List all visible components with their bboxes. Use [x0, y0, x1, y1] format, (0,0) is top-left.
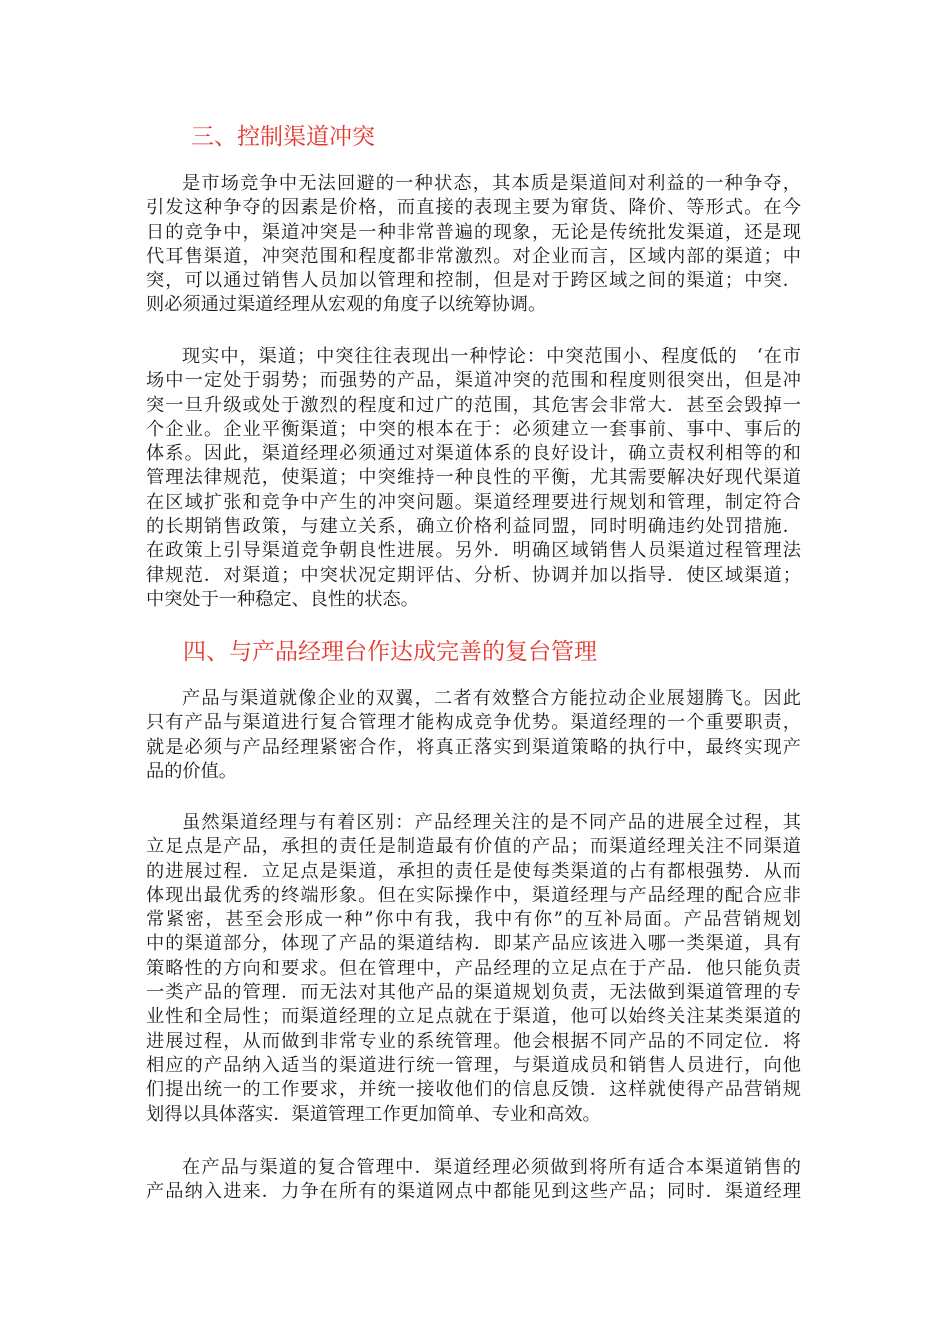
text-line: 中突处于一种稳定、良性的状态。 [146, 588, 419, 610]
text-line: 体现出最优秀的终端形象。但在实际操作中，渠道经理与产品经理的配合应非 [146, 884, 801, 906]
text-line: 在产品与渠道的复合管理中．渠道经理必须做到将所有适合本渠道销售的 [182, 1157, 801, 1178]
text-line: 一类产品的管理．而无法对其他产品的渠道规划负责，无法做到渠道管理的专 [146, 982, 801, 1004]
text-line: 律规范．对渠道；中突状况定期评估、分析、协调并加以指导．使区域渠道； [146, 564, 801, 586]
text-line: 划得以具体落实．渠道管理工作更加简单、专业和高效。 [146, 1103, 601, 1125]
paragraph [146, 1156, 801, 1205]
text-line: 是市场竞争中无法回避的一种状态，其本质是渠道间对利益的一种争夺， [182, 173, 801, 194]
text-line: 在区域扩张和竞争中产生的冲突问题。渠道经理要进行规划和管理，制定符合 [146, 491, 801, 513]
text-line: 策略性的方向和要求。但在管理中，产品经理的立足点在于产品．他只能负责 [146, 957, 801, 979]
paragraph [146, 687, 801, 784]
text-line: 则必须通过渠道经理从宏观的角度子以统筹协调。 [146, 294, 547, 316]
text-line: 日的竞争中，渠道冲突是一种非常普遍的现象，无论是传统批发渠道，还是现 [146, 221, 801, 243]
text-line: 进展过程，从而做到非常专业的系统管理。他会根据不同产品的不同定位．将 [146, 1030, 801, 1052]
paragraph [146, 345, 801, 612]
paragraph [146, 172, 801, 318]
text-line: 在政策上引导渠道竞争朝良性进展。另外．明确区域销售人员渠道过程管理法 [146, 540, 801, 562]
text-line: 业性和全局性；而渠道经理的立足点就在于渠道，他可以始终关注某类渠道的 [146, 1006, 801, 1028]
text-line: 就是必须与产品经理紧密合作，将真正落实到渠道策略的执行中，最终实现产 [146, 736, 801, 758]
text-line: 的长期销售政策，与建立关系，确立价格利益同盟，同时明确违约处罚措施． [146, 516, 801, 538]
text-line: 引发这种争夺的因素是价格，而直接的表现主要为窜货、降价、等形式。在今 [146, 197, 801, 219]
text-line: 常紧密，甚至会形成一种”你中有我，我中有你”的互补局面。产品营销规划 [146, 909, 801, 931]
text-line: 现实中，渠道；中突往往表现出一种悖论：中突范围小、程度低的 ‘在市 [182, 346, 801, 367]
text-line: 场中一定处于弱势；而强势的产品，渠道冲突的范围和程度则很突出，但是冲 [146, 370, 801, 392]
paragraph [146, 811, 801, 1127]
text-line: 体系。因此，渠道经理必须通过对渠道体系的良好设计，确立责权利相等的和 [146, 443, 801, 465]
text-line: 的进展过程．立足点是渠道，承担的责任是使每类渠道的占有都根强势．从而 [146, 860, 801, 882]
text-line: 只有产品与渠道进行复合管理才能构成竞争优势。渠道经理的一个重要职责， [146, 712, 801, 734]
text-line: 品的价值。 [146, 760, 237, 782]
text-line: 突，可以通过销售人员加以管理和控制，但是对于跨区域之间的渠道；中突． [146, 270, 801, 292]
section-heading: 四、与产品经理台作达成完善的复台管理 [183, 639, 597, 665]
text-line: 们提出统一的工作要求，并统一接收他们的信息反馈．这样就使得产品营销规 [146, 1079, 801, 1101]
text-line: 中的渠道部分，体现了产品的渠道结构．即某产品应该进入哪一类渠道，具有 [146, 933, 801, 955]
text-line: 立足点是产品，承担的责任是制造最有价值的产品；而渠道经理关注不同渠道 [146, 836, 801, 858]
text-line: 代耳售渠道，冲突范围和程度都非常激烈。对企业而言，区域内部的渠道；中 [146, 245, 801, 267]
text-line: 突一旦升级或处于激烈的程度和过广的范围，其危害会非常大．甚至会毁掉一 [146, 394, 801, 416]
text-line: 相应的产品纳入适当的渠道进行统一管理，与渠道成员和销售人员进行，向他 [146, 1054, 801, 1076]
text-line: 个企业。企业平衡渠道；中突的根本在于：必须建立一套事前、事中、事后的 [146, 418, 801, 440]
text-line: 产品与渠道就像企业的双翼，二者有效整合方能拉动企业展翅腾飞。因此 [182, 688, 801, 709]
text-line: 虽然渠道经理与有着区别：产品经理关注的是不同产品的进展全过程，其 [182, 812, 801, 833]
section-heading: 三、控制渠道冲突 [191, 124, 375, 150]
text-line: 产品纳入进来．力争在所有的渠道网点中都能见到这些产品；同时．渠道经理 [146, 1181, 801, 1203]
text-line: 管理法律规范，使渠道；中突维持一种良性的平衡，尤其需要解决好现代渠道 [146, 467, 801, 489]
